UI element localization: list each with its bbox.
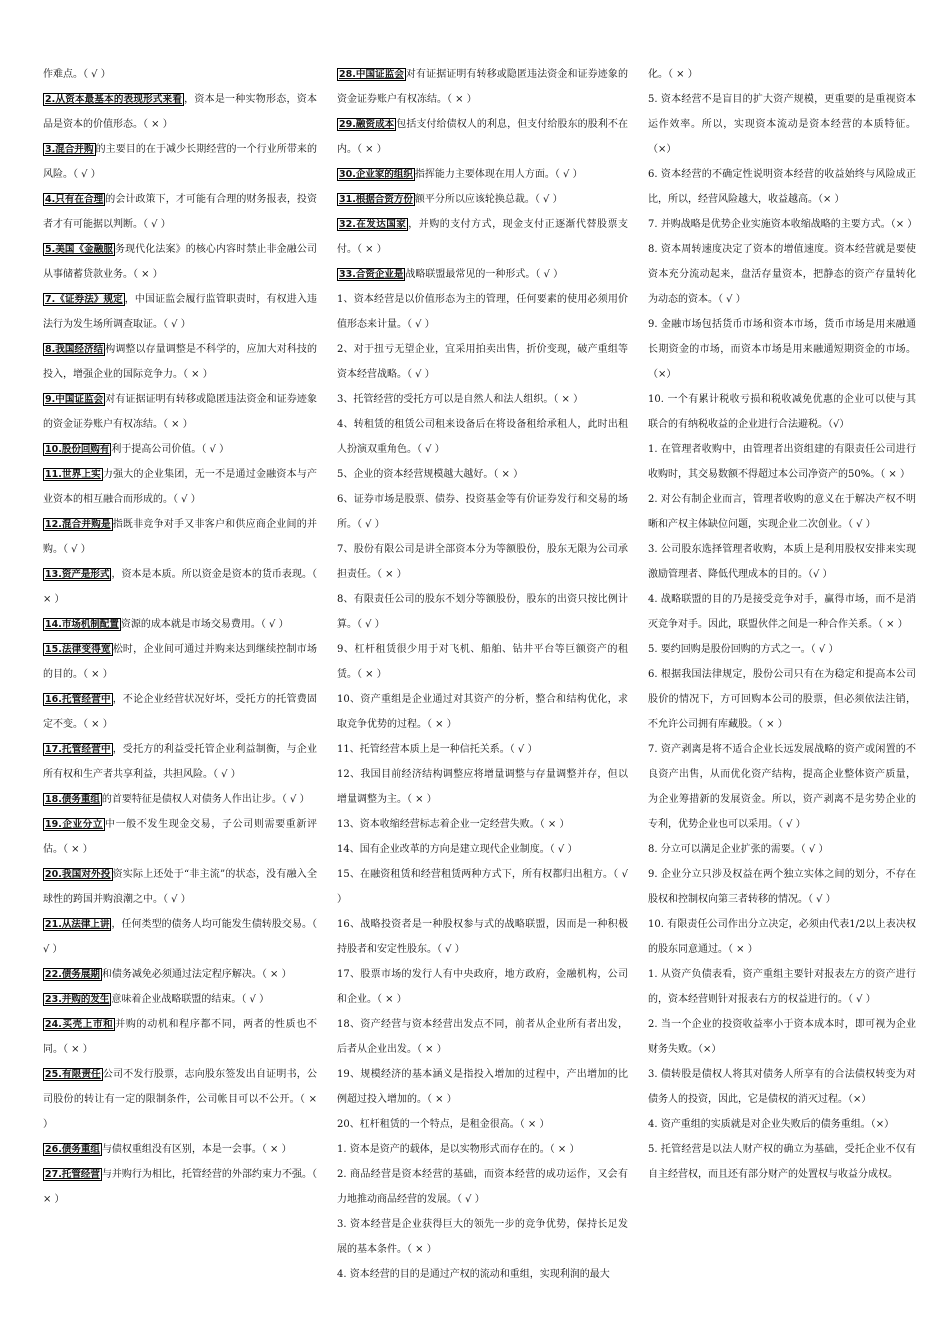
question-item	[43, 1162, 317, 1212]
question-item	[648, 87, 916, 162]
question-text: 对有证据证明有转移或隐匿违法资金和证券迹象的资金证券账户有权冻结。（ × ）	[337, 69, 628, 105]
question-text: 1. 在管理者收购中，由管理者出资组建的有限责任公司进行收购时，其交易数额不得超过本公司净资产的50%。（ × ）	[648, 444, 916, 480]
question-text: 3、托管经营的受托方可以是自然人和法人组织。（ × ）	[337, 394, 584, 405]
question-text: 意味着企业战略联盟的结束。（ √ ）	[111, 994, 270, 1005]
question-text: ，并购的支付方式，现金支付正逐渐代替股票支付。（ × ）	[337, 219, 628, 255]
question-text: 6、证券市场是股票、债券、投资基金等有价证券发行和交易的场所。（ √ ）	[337, 494, 628, 530]
question-text: ，资本是一种实物形态，资本品是资本的价值形态。（ × ）	[43, 94, 317, 130]
question-text: 7. 资产剥离是将不适合企业长远发展战略的资产或闲置的不良资产出售，从而优化资产结构，提高企业整体资产质量，为企业筹措新的发展资金。所以，资产剥离不是劣势企业的专利，优势企业也可以采用。（ √ ）	[648, 744, 916, 830]
question-text: 5. 资本经营不是盲目的扩大资产规模，更重要的是重视资本运作效率。所以，实现资本流动是资本经营的本质特征。（×）	[648, 94, 916, 155]
question-text: ，不论企业经营状况好坏，受托方的托管费固定不变。（ × ）	[43, 694, 317, 730]
question-text: 化。（ × ）	[648, 69, 698, 80]
keyword-box: 17.托管经营中	[45, 744, 111, 755]
question-item	[337, 1162, 628, 1212]
column-middle	[337, 62, 628, 1287]
question-item	[43, 387, 317, 437]
question-item	[337, 387, 628, 412]
question-text: 3. 资本经营是企业获得巨大的领先一步的竞争优势，保持长足发展的基本条件。（ × ）	[337, 1219, 628, 1255]
question-text: 1、资本经营是以价值形态为主的管理，任何要素的使用必须用价值形态来计量。（ √ ）	[337, 294, 628, 330]
question-text: 3. 公司股东选择管理者收购，本质上是利用股权安排来实现激励管理者、降低代理成本的目的。（√ ）	[648, 544, 916, 580]
keyword-box: 12.混合并购是	[45, 519, 111, 530]
column-left	[43, 62, 317, 1212]
keyword-box: 4.只有在合理	[45, 194, 104, 205]
question-text: 中一般不发生现金交易，子公司则需要重新评估。（ × ）	[43, 819, 317, 855]
question-item	[648, 1137, 916, 1187]
question-item	[648, 487, 916, 537]
question-item	[337, 537, 628, 587]
question-text: 力强大的企业集团，无一不是通过金融资本与产业资本的相互融合而形成的。（ √ ）	[43, 469, 317, 505]
question-text: 6. 根据我国法律规定，股份公司只有在为稳定和提高本公司股价的情况下，方可回购本公司的股票，但必须依法注销，不允许公司拥有库藏股。（ × ）	[648, 669, 916, 730]
question-item	[648, 1012, 916, 1062]
keyword-box: 29.融资成本	[339, 119, 395, 130]
question-text: 2. 商品经营是资本经营的基础，而资本经营的成功运作，又会有力地推动商品经营的发展。（ √ ）	[337, 1169, 628, 1205]
question-item	[337, 1112, 628, 1137]
question-text: 8、有限责任公司的股东不划分等额股份，股东的出资只按比例计算。（ √ ）	[337, 594, 628, 630]
question-text: 并购的动机和程序都不同，两者的性质也不同。（ × ）	[43, 1019, 317, 1055]
question-item	[43, 1062, 317, 1137]
question-item	[43, 912, 317, 962]
column-right	[648, 62, 916, 1187]
question-item	[648, 62, 916, 87]
question-text: 14、国有企业改革的方向是建立现代企业制度。（ √ ）	[337, 844, 578, 855]
question-text: ，中国证监会履行监管职责时，有权进入违法行为发生场所调查取证。（ √ ）	[43, 294, 317, 330]
question-text: ，任何类型的债务人均可能发生债转股交易。（ √ ）	[43, 919, 317, 955]
question-item	[43, 862, 317, 912]
keyword-box: 24.买壳上市和	[45, 1019, 114, 1030]
keyword-box: 19.企业分立	[45, 819, 103, 830]
question-item	[337, 262, 628, 287]
keyword-box: 21.从法律上讲	[45, 919, 110, 930]
question-item	[337, 837, 628, 862]
question-text: 10. 有限责任公司作出分立决定，必须由代表1/2以上表决权的股东同意通过。（ × ）	[648, 919, 916, 955]
question-item	[43, 812, 317, 862]
question-item	[43, 237, 317, 287]
keyword-box: 7.《证券法》规定	[45, 294, 123, 305]
question-item	[43, 787, 317, 812]
question-item	[337, 687, 628, 737]
question-item	[648, 1112, 916, 1137]
question-item	[337, 1212, 628, 1262]
keyword-box: 10.股份回购有	[45, 444, 110, 455]
question-item	[43, 962, 317, 987]
question-item	[648, 387, 916, 437]
question-text: 的主要目的在于减少长期经营的一个行业所带来的风险。（ √ ）	[43, 144, 317, 180]
question-item	[43, 62, 317, 87]
question-item	[648, 1062, 916, 1112]
question-item	[337, 162, 628, 187]
keyword-box: 25.有限责任	[45, 1069, 101, 1080]
question-text: 的首要特征是债权人对债务人作出让步。（ √ ）	[101, 794, 310, 805]
question-item	[337, 62, 628, 112]
question-item	[337, 112, 628, 162]
keyword-box: 26.债务重组	[45, 1144, 100, 1155]
question-item	[43, 637, 317, 687]
question-item	[43, 737, 317, 787]
question-item	[337, 487, 628, 537]
keyword-box: 33.合资企业是	[339, 269, 404, 280]
keyword-box: 11.世界上实	[45, 469, 101, 480]
keyword-box: 20.我国对外投	[45, 869, 111, 880]
question-item	[43, 462, 317, 512]
keyword-box: 32.在发达国家	[339, 219, 407, 230]
question-item	[337, 462, 628, 487]
keyword-box: 15.法律变得宽	[45, 644, 111, 655]
question-text: 8. 资本周转速度决定了资本的增值速度。资本经营就是要使资本充分流动起来，盘活存量资本，把静态的资产存量转化为动态的资本。（ √ ）	[648, 244, 916, 305]
question-text: 1. 资本是资产的载体，是以实物形式而存在的。（ × ）	[337, 1144, 580, 1155]
question-item	[337, 212, 628, 262]
question-item	[337, 812, 628, 837]
question-item	[648, 962, 916, 1012]
keyword-box: 28.中国证监会	[339, 69, 404, 80]
keyword-box: 18.债务重组	[45, 794, 100, 805]
question-text: 2. 对公有制企业而言，管理者收购的意义在于解决产权不明晰和产权主体缺位问题，实现企业二次创业。（ √ ）	[648, 494, 916, 530]
keyword-box: 9.中国证监会	[45, 394, 104, 405]
question-text: 17、股票市场的发行人有中央政府，地方政府，金融机构，公司和企业。（ × ）	[337, 969, 628, 1005]
question-text: 指既非竞争对手又非客户和供应商企业间的并购。（ √ ）	[43, 519, 317, 555]
question-text: 对有证据证明有转移或隐匿违法资金和证券迹象的资金证券账户有权冻结。（ × ）	[43, 394, 317, 430]
question-text: 的会计政策下，才可能有合理的财务报表，投资者才有可能据以判断。（ √ ）	[43, 194, 317, 230]
keyword-box: 14.市场机制配置	[45, 619, 119, 630]
question-text: 资实际上还处于“非主流”的状态，没有融入全球性的跨国并购浪潮之中。（ √ ）	[43, 869, 317, 905]
question-item	[43, 287, 317, 337]
question-text: 13、资本收缩经营标志着企业一定经营失败。（ × ）	[337, 819, 570, 830]
question-item	[43, 1012, 317, 1062]
question-text: ，资本是本质。所以资金是资本的货币表现。（ × ）	[43, 569, 317, 605]
question-text: 4. 战略联盟的目的乃是接受竞争对手，赢得市场，而不是消灭竞争对手。因此，联盟伙伴之间是一种合作关系。（ × ）	[648, 594, 916, 630]
keyword-box: 8.我国经济结	[45, 344, 104, 355]
question-text: 指挥能力主要体现在用人方面。（ √ ）	[414, 169, 583, 180]
question-text: 2. 当一个企业的投资收益率小于资本成本时，即可视为企业财务失败。（×）	[648, 1019, 916, 1055]
question-text: 12、我国目前经济结构调整应将增量调整与存量调整并存，但以增量调整为主。（ × ）	[337, 769, 628, 805]
question-text: 资源的成本就是市场交易费用。（ √ ）	[120, 619, 289, 630]
question-item	[43, 987, 317, 1012]
question-item	[648, 162, 916, 212]
question-text: 2、对于扭亏无望企业，宜采用拍卖出售，折价变现，破产重组等资本经营战略。（ √ ）	[337, 344, 628, 380]
question-text: 18、资产经营与资本经营出发点不同，前者从企业所有者出发，后者从企业出发。（ × ）	[337, 1019, 628, 1055]
question-item	[337, 862, 628, 912]
keyword-box: 22.债务展期	[45, 969, 100, 980]
question-text: 4、转租赁的租赁公司租来设备后在将设备租给承租人，此时出租人扮演双重角色。（ √ ）	[337, 419, 628, 455]
keyword-box: 30.企业家的组织	[339, 169, 413, 180]
question-item	[337, 412, 628, 462]
question-item	[337, 287, 628, 337]
question-item	[43, 512, 317, 562]
keyword-box: 13.资产是形式	[45, 569, 110, 580]
question-text: 3. 债转股是债权人将其对债务人所享有的合法债权转变为对债务人的投资，因此，它是债权的消灭过程。（×）	[648, 1069, 916, 1105]
question-item	[337, 587, 628, 637]
keyword-box: 16.托管经营中	[45, 694, 111, 705]
keyword-box: 31.根据合资方份	[339, 194, 413, 205]
question-text: 务现代化法案》的核心内容时禁止非金融公司从事储蓄贷款业务。（ × ）	[43, 244, 317, 280]
question-text: 8. 分立可以满足企业扩张的需要。（ √ ）	[648, 844, 829, 855]
question-item	[43, 337, 317, 387]
question-text: 5、企业的资本经营规模越大越好。（ × ）	[337, 469, 524, 480]
question-item	[43, 437, 317, 462]
question-text: 9、杠杆租赁很少用于对飞机、船舶、钻井平台等巨额资产的租赁。（ × ）	[337, 644, 628, 680]
question-text: 16、战略投资者是一种股权参与式的战略联盟，因而是一种积极持股者和安定性股东。（ √ ）	[337, 919, 628, 955]
keyword-box: 27.托管经营	[45, 1169, 100, 1180]
keyword-box: 3.混合并购	[45, 144, 94, 155]
question-text: 和债务减免必须通过法定程序解决。（ × ）	[101, 969, 292, 980]
question-text: 与债权重组没有区别，本是一会事。（ × ）	[101, 1144, 292, 1155]
question-text: 9. 企业分立只涉及权益在两个独立实体之间的划分，不存在股权和控制权向第三者转移的情况。（ √ ）	[648, 869, 916, 905]
question-text: 5. 要约回购是股份回购的方式之一。（ √ ）	[648, 644, 839, 655]
question-item	[43, 137, 317, 187]
question-text: 6. 资本经营的不确定性说明资本经营的收益始终与风险成正比，所以，经营风险越大，收益越高。（× ）	[648, 169, 916, 205]
question-text: 19、规模经济的基本涵义是指投入增加的过程中，产出增加的比例超过投入增加的。（ × ）	[337, 1069, 628, 1105]
question-item	[337, 1137, 628, 1162]
question-text: 与并购行为相比，托管经营的外部约束力不强。（ × ）	[43, 1169, 317, 1205]
question-text: 构调整以存量调整是不科学的，应加大对科技的投入，增强企业的国际竞争力。（ × ）	[43, 344, 317, 380]
question-text: 10. 一个有累计税收亏损和税收减免优惠的企业可以使与其联合的有纳税收益的企业进行合法避税。（√）	[648, 394, 916, 430]
question-item	[648, 437, 916, 487]
question-item	[337, 762, 628, 812]
question-text: 战略联盟最常见的一种形式。（ √ ）	[405, 269, 564, 280]
question-item	[648, 662, 916, 737]
question-item	[648, 737, 916, 837]
question-item	[337, 187, 628, 212]
keyword-box: 23.并购的发生	[45, 994, 110, 1005]
question-item	[648, 837, 916, 862]
question-item	[648, 312, 916, 387]
question-item	[337, 637, 628, 687]
question-item	[43, 612, 317, 637]
question-text: 11、托管经营本质上是一种信托关系。（ √ ）	[337, 744, 538, 755]
question-text: ，受托方的利益受托管企业利益制衡，与企业所有权和生产者共享利益，共担风险。（ √ ）	[43, 744, 317, 780]
question-item	[43, 687, 317, 737]
question-item	[337, 737, 628, 762]
question-item	[648, 862, 916, 912]
question-item	[337, 1262, 628, 1287]
question-text: 5. 托管经营是以法人财产权的确立为基础，受托企业不仅有自主经营权，而且还有部分财产的处置权与收益分成权。	[648, 1144, 916, 1180]
keyword-box: 5.美国《金融服	[45, 244, 113, 255]
question-text: 4. 资本经营的目的是通过产权的流动和重组，实现利润的最大	[337, 1269, 610, 1280]
question-text: 1. 从资产负债表看，资产重组主要针对报表左方的资产进行的，资本经营则针对报表右方的权益进行的。（ √ ）	[648, 969, 916, 1005]
question-text: 4. 资产重组的实质就是对企业失败后的债务重组。（×）	[648, 1119, 895, 1130]
question-item	[648, 537, 916, 587]
question-text: 10、资产重组是企业通过对其资产的分析，整合和结构优化，求取竞争优势的过程。（ × ）	[337, 694, 628, 730]
question-text: 15、在融资租赁和经营租赁两种方式下，所有权都归出租方。（ √ ）	[337, 869, 628, 905]
question-text: 公司不发行股票，志向股东签发出自证明书，公司股份的转让有一定的限制条件，公司帐目可以不公开。（ × ）	[43, 1069, 317, 1130]
question-item	[337, 962, 628, 1012]
question-item	[337, 1062, 628, 1112]
question-item	[648, 912, 916, 962]
question-item	[43, 187, 317, 237]
question-item	[43, 562, 317, 612]
question-item	[43, 87, 317, 137]
question-text: 作难点。（ √ ）	[43, 69, 111, 80]
question-item	[337, 912, 628, 962]
question-text: 7、股份有限公司是讲全部资本分为等额股份，股东无限为公司承担责任。（ × ）	[337, 544, 628, 580]
question-item	[648, 637, 916, 662]
question-text: 利于提高公司价值。（ √ ）	[111, 444, 230, 455]
question-item	[648, 587, 916, 637]
question-text: 20、杠杆租赁的一个特点，是租金很高。（ × ）	[337, 1119, 550, 1130]
question-text: 包括支付给债权人的利息，但支付给股东的股利不在内。（ × ）	[337, 119, 628, 155]
question-text: 9. 金融市场包括货币市场和资本市场，货币市场是用来融通长期资金的市场，而资本市场是用来融通短期资金的市场。（×）	[648, 319, 916, 380]
question-item	[337, 337, 628, 387]
question-item	[648, 237, 916, 312]
question-item	[648, 212, 916, 237]
question-item	[337, 1012, 628, 1062]
question-item	[43, 1137, 317, 1162]
question-text: 松时，企业间可通过并购来达到继续控制市场的目的。（ × ）	[43, 644, 317, 680]
keyword-box: 2.从资本最基本的表现形式来看	[45, 94, 183, 105]
question-text: 额平分所以应该轮换总裁。（ √ ）	[414, 194, 563, 205]
question-text: 7. 并购战略是优势企业实施资本收缩战略的主要方式。（× ）	[648, 219, 918, 230]
